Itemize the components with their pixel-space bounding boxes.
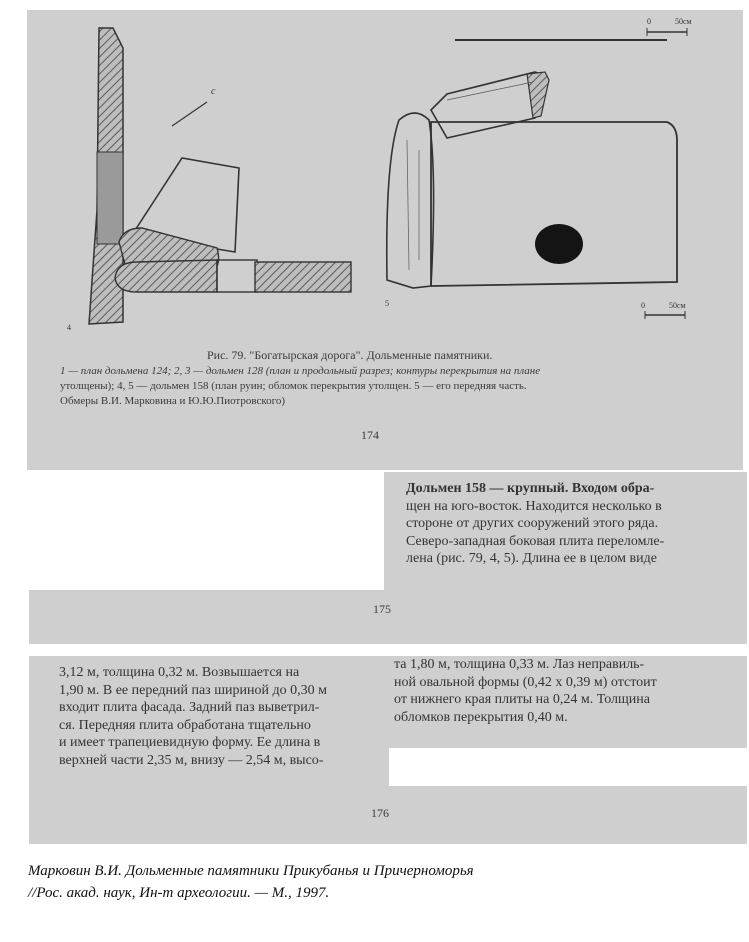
page175-text-block bbox=[406, 480, 736, 568]
figure-caption-line3: Обмеры В.И. Марковина и Ю.Ю.Пиотровского) bbox=[60, 395, 286, 407]
citation bbox=[28, 860, 728, 904]
page176-left-line-2: 1,90 м. В ее передний паз шириной до 0,30 м bbox=[59, 682, 327, 698]
page-scan-174 bbox=[27, 10, 743, 470]
page176-right-line-2: ной овальной формы (0,42 х 0,39 м) отстоит bbox=[394, 674, 657, 690]
figure-caption-line2: утолщены); 4, 5 — дольмен 158 (план руин; обломок перекрытия утолщен. 5 — его передняя часть. bbox=[60, 380, 527, 392]
page-number-174: 174 bbox=[361, 428, 379, 442]
scale-top-zero: 0 bbox=[647, 17, 651, 26]
page175-line-4: Северо-западная боковая плита переломле- bbox=[406, 533, 665, 549]
page176-left-line-5: и имеет трапециевидную форму. Ее длина в bbox=[59, 735, 321, 750]
page176-left-line-4: ся. Передняя плита обработана тщательно bbox=[59, 717, 311, 733]
page175-line-1 bbox=[406, 480, 736, 498]
scale-bottom-end: 50см bbox=[669, 301, 686, 310]
page-number-175: 175 bbox=[373, 602, 391, 616]
scale-bottom-zero: 0 bbox=[641, 301, 645, 310]
scale-top-end: 50см bbox=[675, 17, 692, 26]
scale-bar-bottom bbox=[641, 301, 686, 319]
page176-right-line-1: та 1,80 м, толщина 0,33 м. Лаз неправиль- bbox=[394, 657, 645, 672]
page-scan-175-footer bbox=[29, 590, 747, 644]
page-scan-176 bbox=[29, 656, 747, 844]
scale-bar-top bbox=[455, 17, 692, 40]
page176-right-line-3: от нижнего края плиты на 0,24 м. Толщина bbox=[394, 692, 650, 707]
label-4: 4 bbox=[67, 323, 71, 332]
page175-line-2: щен на юго-восток. Находится несколько в bbox=[406, 498, 662, 514]
figure-caption-title: Рис. 79. "Богатырская дорога". Дольменные памятники. bbox=[207, 348, 493, 362]
citation-line-1: Марковин В.И. Дольменные памятники Прикубанья и Причерноморья bbox=[28, 863, 474, 879]
figure-caption-line1: 1 — план дольмена 124; 2, 3 — дольмен 128 (план и продольный разрез; контуры перекрытия на плане bbox=[60, 365, 541, 377]
blank-cutout bbox=[389, 748, 747, 786]
page175-line-3: стороне от других сооружений этого ряда. bbox=[406, 516, 659, 531]
dolmen-elevation-right bbox=[385, 72, 677, 308]
portal-hole bbox=[535, 224, 583, 264]
label-5: 5 bbox=[385, 299, 389, 308]
page175-line-5: лена (рис. 79, 4, 5). Длина ее в целом виде bbox=[406, 551, 657, 566]
dolmen-158-heading-line: Дольмен 158 — крупный. Входом обра- bbox=[406, 481, 655, 496]
page-scan-175-text bbox=[384, 472, 747, 592]
page176-left-column bbox=[59, 664, 389, 769]
page176-left-line-6: верхней части 2,35 м, внизу — 2,54 м, высо- bbox=[59, 752, 324, 768]
page176-right-column bbox=[394, 656, 724, 726]
dolmen-plan-left bbox=[67, 28, 351, 332]
page-number-176: 176 bbox=[371, 806, 389, 820]
page176-left-line-1: 3,12 м, толщина 0,32 м. Возвышается на bbox=[59, 665, 300, 680]
page176-left-line-3: входит плита фасада. Задний паз выветрил- bbox=[59, 700, 320, 715]
citation-line-2: //Рос. акад. наук, Ин-т археологии. — М., 1997. bbox=[28, 885, 330, 901]
dolmen-figure bbox=[27, 10, 743, 350]
page176-right-line-4: обломков перекрытия 0,40 м. bbox=[394, 709, 568, 725]
label-c: c bbox=[211, 86, 216, 97]
